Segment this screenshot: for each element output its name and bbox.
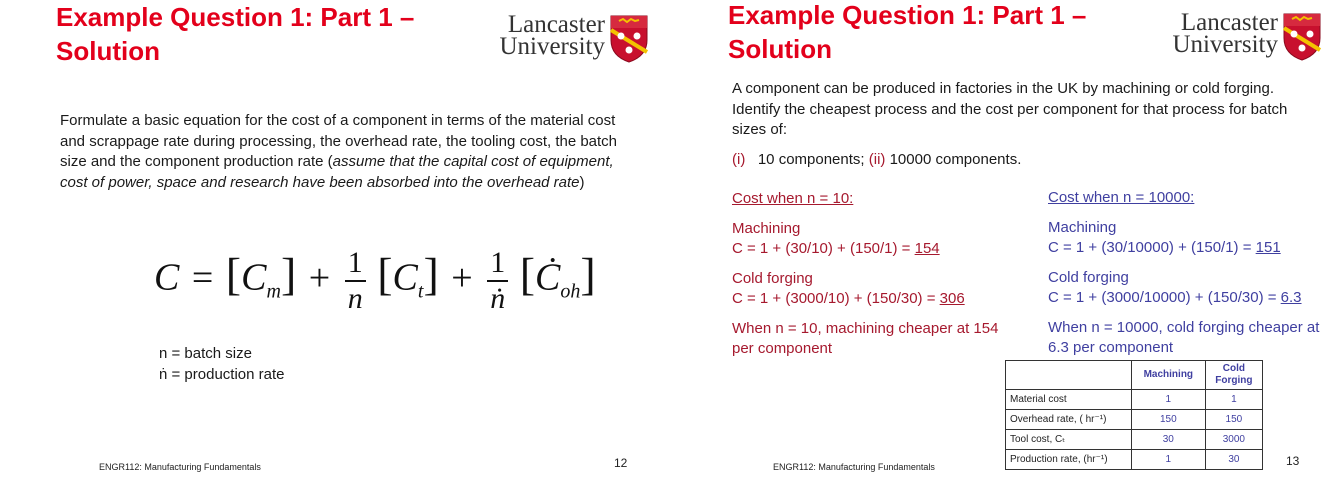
cold-forging-label: Cold forging [1048, 268, 1129, 286]
case-heading: Cost when n = 10: [732, 190, 854, 207]
machining-label: Machining [1048, 218, 1117, 236]
table-row: Production rate, (hr⁻¹) 1 30 [1006, 450, 1263, 470]
case-n10-column [732, 189, 1022, 360]
page-number: 13 [1286, 454, 1300, 468]
logo-line-1: Lancaster [1180, 9, 1278, 36]
question-paragraph: Formulate a basic equation for the cost of a component in terms of the material cost and scrappage rate during processing, the overhead rate, the tooling cost, the batch size and the component production rate (assume that the capital cost of equipment, cost of power, space and research have been absorbed into the overhead rate) [60, 112, 618, 191]
cold-forging-formula: C = 1 + (3000/10000) + (150/30) = 6.3 [1048, 289, 1302, 306]
logo-line-1: Lancaster [507, 11, 605, 38]
crest-shield-icon [1282, 12, 1322, 62]
table-row: Overhead rate, ( hr⁻¹) 150 150 [1006, 410, 1263, 430]
title-line-2: Solution [56, 36, 160, 66]
logo-wordmark [487, 11, 605, 60]
definition-production-rate: ṅ = production rate [159, 365, 285, 383]
title-line-1: Example Question 1: Part 1 – [728, 0, 1087, 30]
cold-forging-formula: C = 1 + (3000/10) + (150/30) = 306 [732, 290, 965, 307]
machining-formula: C = 1 + (30/10) + (150/1) = 154 [732, 240, 940, 257]
slide-footer: ENGR112: Manufacturing Fundamentals [99, 462, 261, 472]
cost-equation: $C = [C_m]$ + $\frac{1}{n}$ $[C_t]$ + $\frac{1}{\text{ṅ}}$ $[Ċ_{oh}]$ [154, 246, 596, 315]
title-line-2: Solution [728, 34, 832, 64]
definition-batch-size: n = batch size [159, 345, 252, 362]
cold-forging-label: Cold forging [732, 269, 813, 287]
conclusion-text: When n = 10, machining cheaper at 154 per component [732, 319, 999, 357]
fraction-1-over-ndot: $\frac{1}{\text{ṅ}}$ [487, 246, 508, 316]
slide-12 [0, 0, 660, 486]
header-machining: Machining [1131, 361, 1205, 390]
conclusion-text: When n = 10000, cold forging cheaper at 6.3 per component [1048, 318, 1320, 356]
table-row: Material cost 1 1 [1006, 390, 1263, 410]
slide-title [728, 0, 1086, 66]
university-logo [487, 12, 652, 74]
logo-line-2: University [499, 33, 605, 60]
slide-title [56, 0, 414, 68]
logo-line-2: University [1172, 31, 1278, 58]
slide-13 [672, 0, 1334, 486]
case-heading: Cost when n = 10000: [1048, 189, 1195, 206]
variable-definitions [159, 344, 285, 385]
fraction-1-over-n: $\frac{1}{n}$ [345, 246, 366, 316]
table-header-row [1006, 361, 1263, 390]
machining-formula: C = 1 + (30/10000) + (150/1) = 151 [1048, 239, 1281, 256]
page-number: 12 [614, 456, 628, 470]
intro-paragraph: A component can be produced in factories in the UK by machining or cold forging. Identify the cheapest process and the cost per component for that process for batch sizes of: [732, 80, 1288, 138]
machining-label: Machining [732, 219, 801, 237]
logo-wordmark [1160, 9, 1278, 58]
table-row: Tool cost, Cₜ 30 3000 [1006, 430, 1263, 450]
crest-shield-icon [609, 14, 649, 64]
process-data-table [1005, 360, 1263, 470]
case-n10000-column [1048, 188, 1334, 359]
batch-cases: (i) 10 components; (ii) 10000 components. [732, 151, 1022, 168]
slide-footer: ENGR112: Manufacturing Fundamentals [773, 462, 935, 472]
header-cold-forging: Cold Forging [1205, 361, 1262, 390]
university-logo [1160, 10, 1325, 72]
title-line-1: Example Question 1: Part 1 – [56, 2, 415, 32]
